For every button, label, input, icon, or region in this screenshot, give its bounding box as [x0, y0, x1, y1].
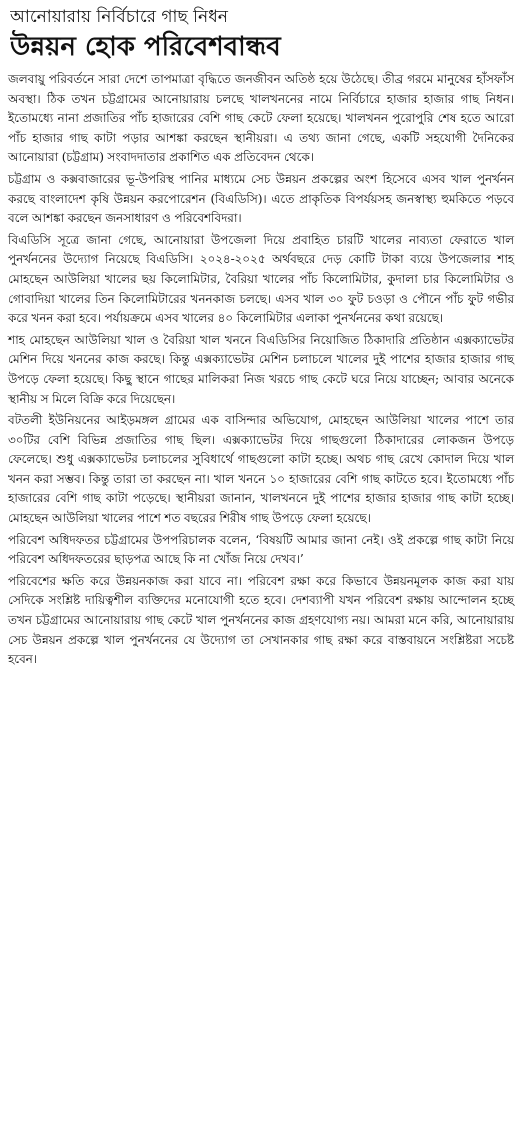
- article-paragraph: পরিবেশ অধিদফতর চট্টগ্রামের উপপরিচালক বলেন, ‘বিষয়টি আমার জানা নেই। ওই প্রকল্পে গাছ কাটা নিয়ে পরিবেশ অধিদফতরের ছাড়পত্র আছে কি না খোঁজ নিয়ে দেখব।’: [8, 532, 514, 567]
- article-kicker: আনোয়ারায় নির্বিচারে গাছ নিধন: [10, 7, 228, 27]
- article-headline: উন্নয়ন হোক পরিবেশবান্ধব: [10, 32, 281, 62]
- article-paragraph: বটতলী ইউনিয়নের আইড়মঙ্গল গ্রামের এক বাসিন্দার অভিযোগ, মোহছেন আউলিয়া খালের পাশে তার ৩০টির বেশি বিভিন্ন প্রজাতির গাছ ছিল। এক্সক্যাভেটর দিয়ে গাছগুলো ঠিকাদারের লোকজন উপড়ে ফেলেছে। শুধু এক্সক্যাভেটর চলাচলের সুবিধার্থে গাছগুলো কাটা হচ্ছে। অথচ গাছ রেখে কোদাল দিয়ে খাল খনন করা সম্ভব। কিন্তু তারা তা করছেন না। খাল খননে ১০ হাজারের বেশি গাছ কাটতে হবে। ইতোমধ্যে পাঁচ হাজারের বেশি গাছ কাটা পড়েছে। স্থানীয়রা জানান, খালখননে দুই পাশের হাজার হাজার গাছ কাটা হচ্ছে। মোহছেন আউলিয়া খালের পাশে শত বছরের শিরীষ গাছ উপড়ে ফেলা হয়েছে।: [8, 413, 514, 526]
- article-paragraph: জলবায়ু পরিবর্তনে সারা দেশে তাপমাত্রা বৃদ্ধিতে জনজীবন অতিষ্ঠ হয়ে উঠেছে। তীব্র গরমে মানুষের হাঁসফাঁস অবস্থা। ঠিক তখন চট্টগ্রামের আনোয়ারায় চলছে খালখননের নামে নির্বিচারে হাজার হাজার গাছ নিধন। ইতোমধ্যে নানা প্রজাতির পাঁচ হাজারের বেশি গাছ কেটে ফেলা হয়েছে। খালখনন পুরোপুরি শেষ হতে আরো পাঁচ হাজার গাছ কাটা পড়ার আশঙ্কা করছেন স্থানীয়রা। এ তথ্য জানা গেছে, একটি সহযোগী দৈনিকের আনোয়ারা (চট্টগ্রাম) সংবাদদাতার প্রকাশিত এক প্রতিবেদন থেকে।: [8, 72, 514, 165]
- article-body: [8, 70, 514, 670]
- article-paragraph: বিএডিসি সূত্রে জানা গেছে, আনোয়ারা উপজেলা দিয়ে প্রবাহিত চারটি খালের নাব্যতা ফেরাতে খাল পুনর্খননের উদ্যোগ নিয়েছে বিএডিসি। ২০২৪-২০২৫ অর্থবছরে দেড় কোটি টাকা ব্যয়ে উপজেলার শাহ মোহছেন আউলিয়া খালের ছয় কিলোমিটার, বৈরিয়া খালের পাঁচ কিলোমিটার, কুদালা চার কিলোমিটার ও গোবাদিয়া খালের তিন কিলোমিটারের খননকাজ চলছে। এসব খাল ৩০ ফুট চওড়া ও পৌনে পাঁচ ফুট গভীর করে খনন করা হবে। পর্যায়ক্রমে এসব খালের ৪০ কিলোমিটার এলাকা পুনর্খননের কথা রয়েছে।: [8, 232, 514, 326]
- article-paragraph: শাহ মোহছেন আউলিয়া খাল ও বৈরিয়া খাল খননে বিএডিসির নিয়োজিত ঠিকাদারি প্রতিষ্ঠান এক্সক্যাভেটর মেশিন দিয়ে খননের কাজ করছে। কিন্তু এক্সক্যাভেটর মেশিন চলাচলে খালের দুই পাশের হাজার হাজার গাছ উপড়ে ফেলা হয়েছে। কিছু স্থানে গাছের মালিকরা নিজ খরচে গাছ কেটে ঘরে নিয়ে যাচ্ছেন; আবার অনেকে স্থানীয় স মিলে বিক্রি করে দিয়েছেন।: [8, 332, 514, 406]
- article-paragraph: পরিবেশের ক্ষতি করে উন্নয়নকাজ করা যাবে না। পরিবেশ রক্ষা করে কিভাবে উন্নয়নমূলক কাজ করা যায় সেদিকে সংশ্লিষ্ট দায়িত্বশীল ব্যক্তিদের মনোযোগী হতে হবে। দেশব্যাপী যখন পরিবেশ রক্ষায় আন্দোলন হচ্ছে তখন চট্টগ্রামের আনোয়ারায় গাছ কেটে খাল পুনর্খননের কাজ গ্রহণযোগ্য নয়। আমরা মনে করি, আনোয়ারায় সেচ উন্নয়ন প্রকল্পে খাল পুনর্খননের যে উদ্যোগ তা সেখানকার গাছ রক্ষা করে বাস্তবায়নে সংশ্লিষ্টরা সচেষ্ট হবেন।: [8, 573, 514, 667]
- article-paragraph: চট্টগ্রাম ও কক্সবাজারের ভূ-উপরিস্থ পানির মাধ্যমে সেচ উন্নয়ন প্রকল্পের অংশ হিসেবে এসব খাল পুনর্খনন করছে বাংলাদেশ কৃষি উন্নয়ন করপোরেশন (বিএডিসি)। এতে প্রাকৃতিক বিপর্যয়সহ জনস্বাস্থ্য হুমকিতে পড়বে বলে আশঙ্কা করছেন জনসাধারণ ও পরিবেশবিদরা।: [8, 171, 514, 226]
